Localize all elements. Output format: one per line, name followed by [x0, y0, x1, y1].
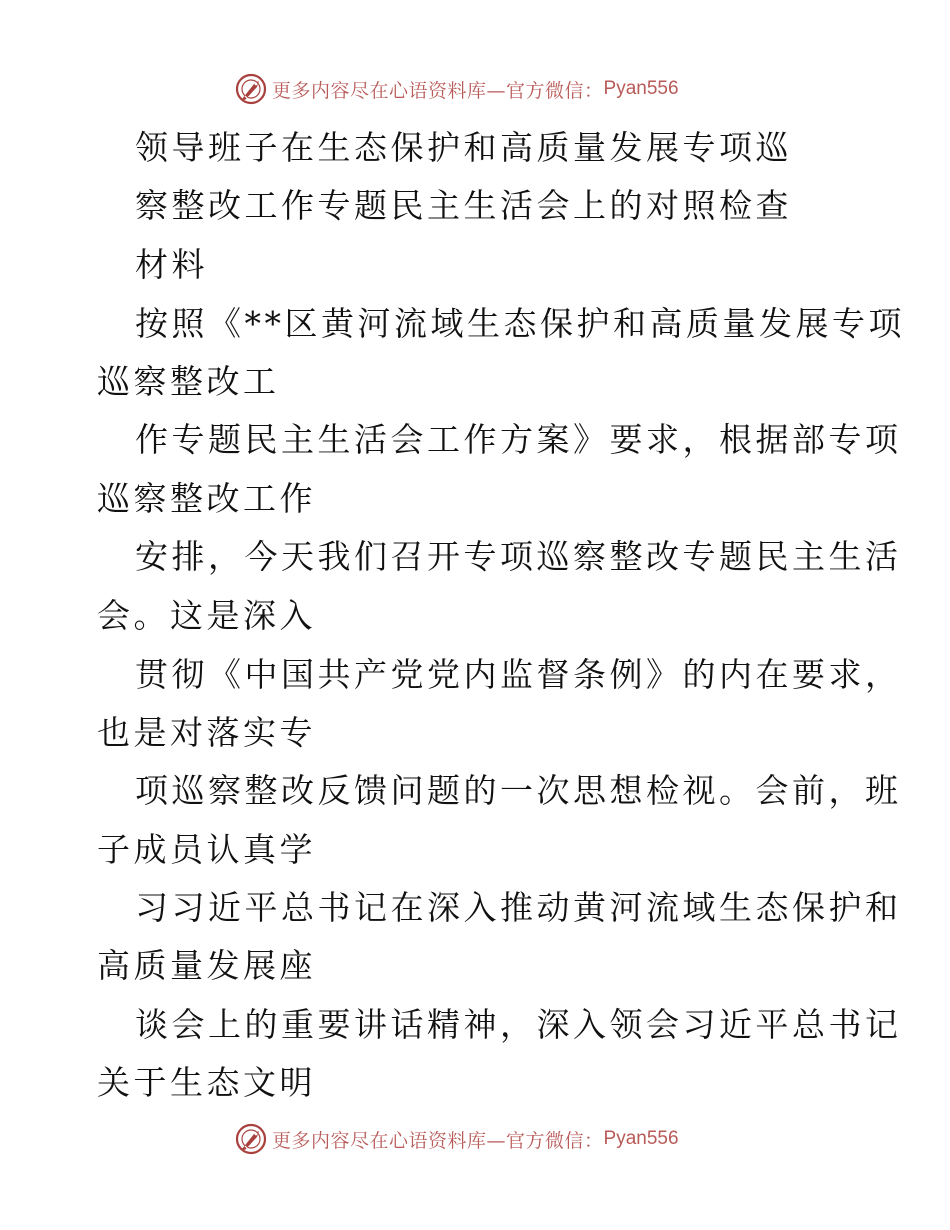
- footer-watermark: [234, 1122, 679, 1156]
- title-line: 察整改工作专题民主生活会上的对照检查: [135, 186, 792, 225]
- watermark-wechat-id: Pyan556: [603, 78, 679, 99]
- watermark-text: 更多内容尽在心语资料库—官方微信：: [272, 79, 604, 102]
- paragraph-line: 巡察整改工: [97, 362, 280, 401]
- paragraph-line: 作专题民主生活会工作方案》要求，根据部专项: [135, 420, 902, 459]
- watermark-wechat-id: Pyan556: [603, 1128, 679, 1149]
- paragraph-line: 贯彻《中国共产党党内监督条例》的内在要求，: [135, 655, 902, 694]
- paragraph-line: 巡察整改工作: [97, 479, 316, 518]
- paragraph-line: 关于生态文明: [97, 1063, 316, 1102]
- pen-nib-circle-icon: [234, 1122, 268, 1156]
- paragraph-line: 项巡察整改反馈问题的一次思想检视。会前，班: [135, 771, 902, 810]
- paragraph-line: 高质量发展座: [97, 946, 316, 985]
- paragraph-line: 会。这是深入: [97, 596, 316, 635]
- watermark-text: 更多内容尽在心语资料库—官方微信：: [272, 1129, 604, 1152]
- paragraph-line: 谈会上的重要讲话精神，深入领会习近平总书记: [135, 1005, 902, 1044]
- title-line: 材料: [135, 245, 208, 284]
- paragraph-line: 子成员认真学: [97, 830, 316, 869]
- paragraph-line: 按照《**区黄河流域生态保护和高质量发展专项: [135, 304, 905, 343]
- paragraph-line: 也是对落实专: [97, 713, 316, 752]
- paragraph-line: 习习近平总书记在深入推动黄河流域生态保护和: [135, 888, 902, 927]
- title-line: 领导班子在生态保护和高质量发展专项巡: [135, 128, 792, 167]
- paragraph-line: 安排，今天我们召开专项巡察整改专题民主生活: [135, 537, 902, 576]
